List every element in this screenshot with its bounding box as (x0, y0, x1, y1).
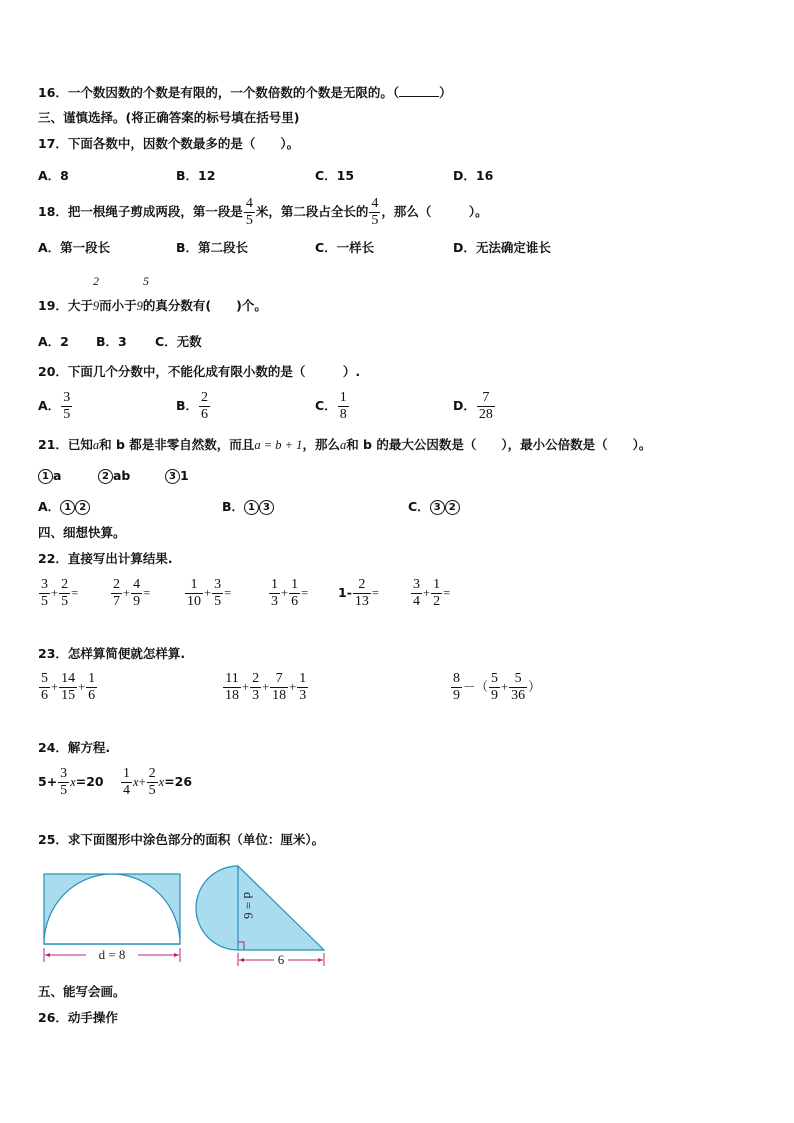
q17-option-b[interactable]: B．12 (176, 168, 216, 183)
q22-item-2[interactable]: $\frac{2}{7}$ + $\frac{4}{9}$ = (113, 577, 151, 609)
section5-heading: 五、能写会画。 (38, 984, 126, 999)
q23-expr-1[interactable]: $\frac{5}{6}$ + $\frac{14}{15}$ + $\frac{1}{6}$ (41, 671, 96, 703)
q19-num1: 2 (93, 274, 99, 288)
q19-stem: 19．大于9而小于9的真分数有( )个。 (38, 298, 267, 313)
q23-title: 23．怎样算简便就怎样算. (38, 646, 186, 661)
q21-choice-2: 2 ab (98, 468, 130, 484)
q21-choice-1: 1 a (38, 468, 61, 484)
q19-den2: 9 (136, 299, 143, 313)
q18-option-a[interactable]: A．第一段长 (38, 240, 111, 255)
q18-option-b[interactable]: B．第二段长 (176, 240, 249, 255)
q21-option-b[interactable]: B． 1 3 (222, 499, 274, 515)
q20-stem: 20．下面几个分数中，不能化成有限小数的是（ ）. (38, 364, 361, 379)
q20-option-a[interactable]: A． $\frac{3}{5}$ (38, 390, 71, 422)
q22-item-6[interactable]: $\frac{3}{4}$ + $\frac{1}{2}$ = (413, 577, 451, 609)
q26-title: 26．动手操作 (38, 1010, 118, 1025)
q16-text: 16．一个数因数的个数是有限的，一个数倍数的个数是无限的。（ (38, 85, 400, 100)
q22-title: 22．直接写出计算结果. (38, 551, 173, 566)
q25-figure-2 (190, 862, 330, 972)
q19-option-c[interactable]: C．无数 (155, 334, 202, 349)
figure2-base-label: 6 (277, 952, 285, 967)
q20-option-c[interactable]: C． $\frac{1}{8}$ (315, 390, 347, 422)
q22-item-3[interactable]: $\frac{1}{10}$ + $\frac{3}{5}$ = (187, 577, 232, 609)
q16-line: 16．一个数因数的个数是有限的，一个数倍数的个数是无限的。（ ） (38, 85, 452, 100)
q19-option-a[interactable]: A．2 (38, 334, 69, 349)
q20-option-d[interactable]: D． $\frac{7}{28}$ (453, 390, 493, 422)
q22-item-4[interactable]: $\frac{1}{3}$ + $\frac{1}{6}$ = (271, 577, 309, 609)
q18-option-d[interactable]: D．无法确定谁长 (453, 240, 551, 255)
q22-item-1[interactable]: $\frac{3}{5}$ + $\frac{2}{5}$ = (41, 577, 79, 609)
q25-title: 25．求下面图形中涂色部分的面积（单位：厘米）。 (38, 832, 325, 847)
q21-option-c[interactable]: C． 3 2 (408, 499, 460, 515)
q17-stem: 17．下面各数中，因数个数最多的是（ ）。 (38, 136, 300, 151)
figure1-diameter-label: d = 8 (98, 947, 126, 962)
q21-option-a[interactable]: A． 1 2 (38, 499, 90, 515)
q24-equation-1[interactable]: 5+ $\frac{3}{5}$ x=20 (38, 766, 104, 798)
q21-equation: a = b + 1 (254, 438, 303, 452)
q24-title: 24．解方程. (38, 740, 111, 755)
q17-option-d[interactable]: D．16 (453, 168, 494, 183)
q25-figure-1 (38, 868, 188, 968)
q24-equation-2[interactable]: $\frac{1}{4}$ x+ $\frac{2}{5}$ x=26 (123, 766, 193, 798)
q17-option-c[interactable]: C．15 (315, 168, 355, 183)
q23-expr-2[interactable]: $\frac{11}{18}$ + $\frac{2}{3}$ + $\frac{7}{18}$ + $\frac{1}{3}$ (225, 671, 307, 703)
q18-stem: 18．把一根绳子剪成两段，第一段是 $\frac{4}{5}$ 米，第二段占全长的 $\frac{4}{5}$ ，那么（ ）。 (38, 196, 488, 228)
q19-option-b[interactable]: B．3 (96, 334, 127, 349)
q19-num2: 5 (143, 274, 149, 288)
q23-expr-3[interactable]: $\frac{8}{9}$ －（ $\frac{5}{9}$ + $\frac{5}{36}$ ） (453, 671, 541, 703)
q18-fraction-1: $\frac{4}{5}$ (245, 196, 253, 228)
q16-blank[interactable] (399, 84, 439, 97)
figure2-shaded-shape (196, 866, 324, 950)
q21-stem: 21．已知a和 b 都是非零自然数，而且a = b + 1，那么a和 b 的最大公因数是（ ），最小公倍数是（ ）。 (38, 437, 652, 452)
q22-item-5[interactable]: 1- $\frac{2}{13}$ = (338, 577, 379, 609)
section4-heading: 四、细想快算。 (38, 525, 126, 540)
q19-den1: 9 (92, 299, 100, 313)
q17-option-a[interactable]: A．8 (38, 168, 69, 183)
q18-fraction-2: $\frac{4}{5}$ (371, 196, 379, 228)
section3-heading: 三、谨慎选择。(将正确答案的标号填在括号里) (38, 110, 300, 125)
figure2-diameter-label: d = 6 (241, 892, 256, 919)
q18-option-c[interactable]: C．一样长 (315, 240, 375, 255)
q21-choice-3: 3 1 (165, 468, 189, 484)
q20-option-b[interactable]: B． $\frac{2}{6}$ (176, 390, 209, 422)
